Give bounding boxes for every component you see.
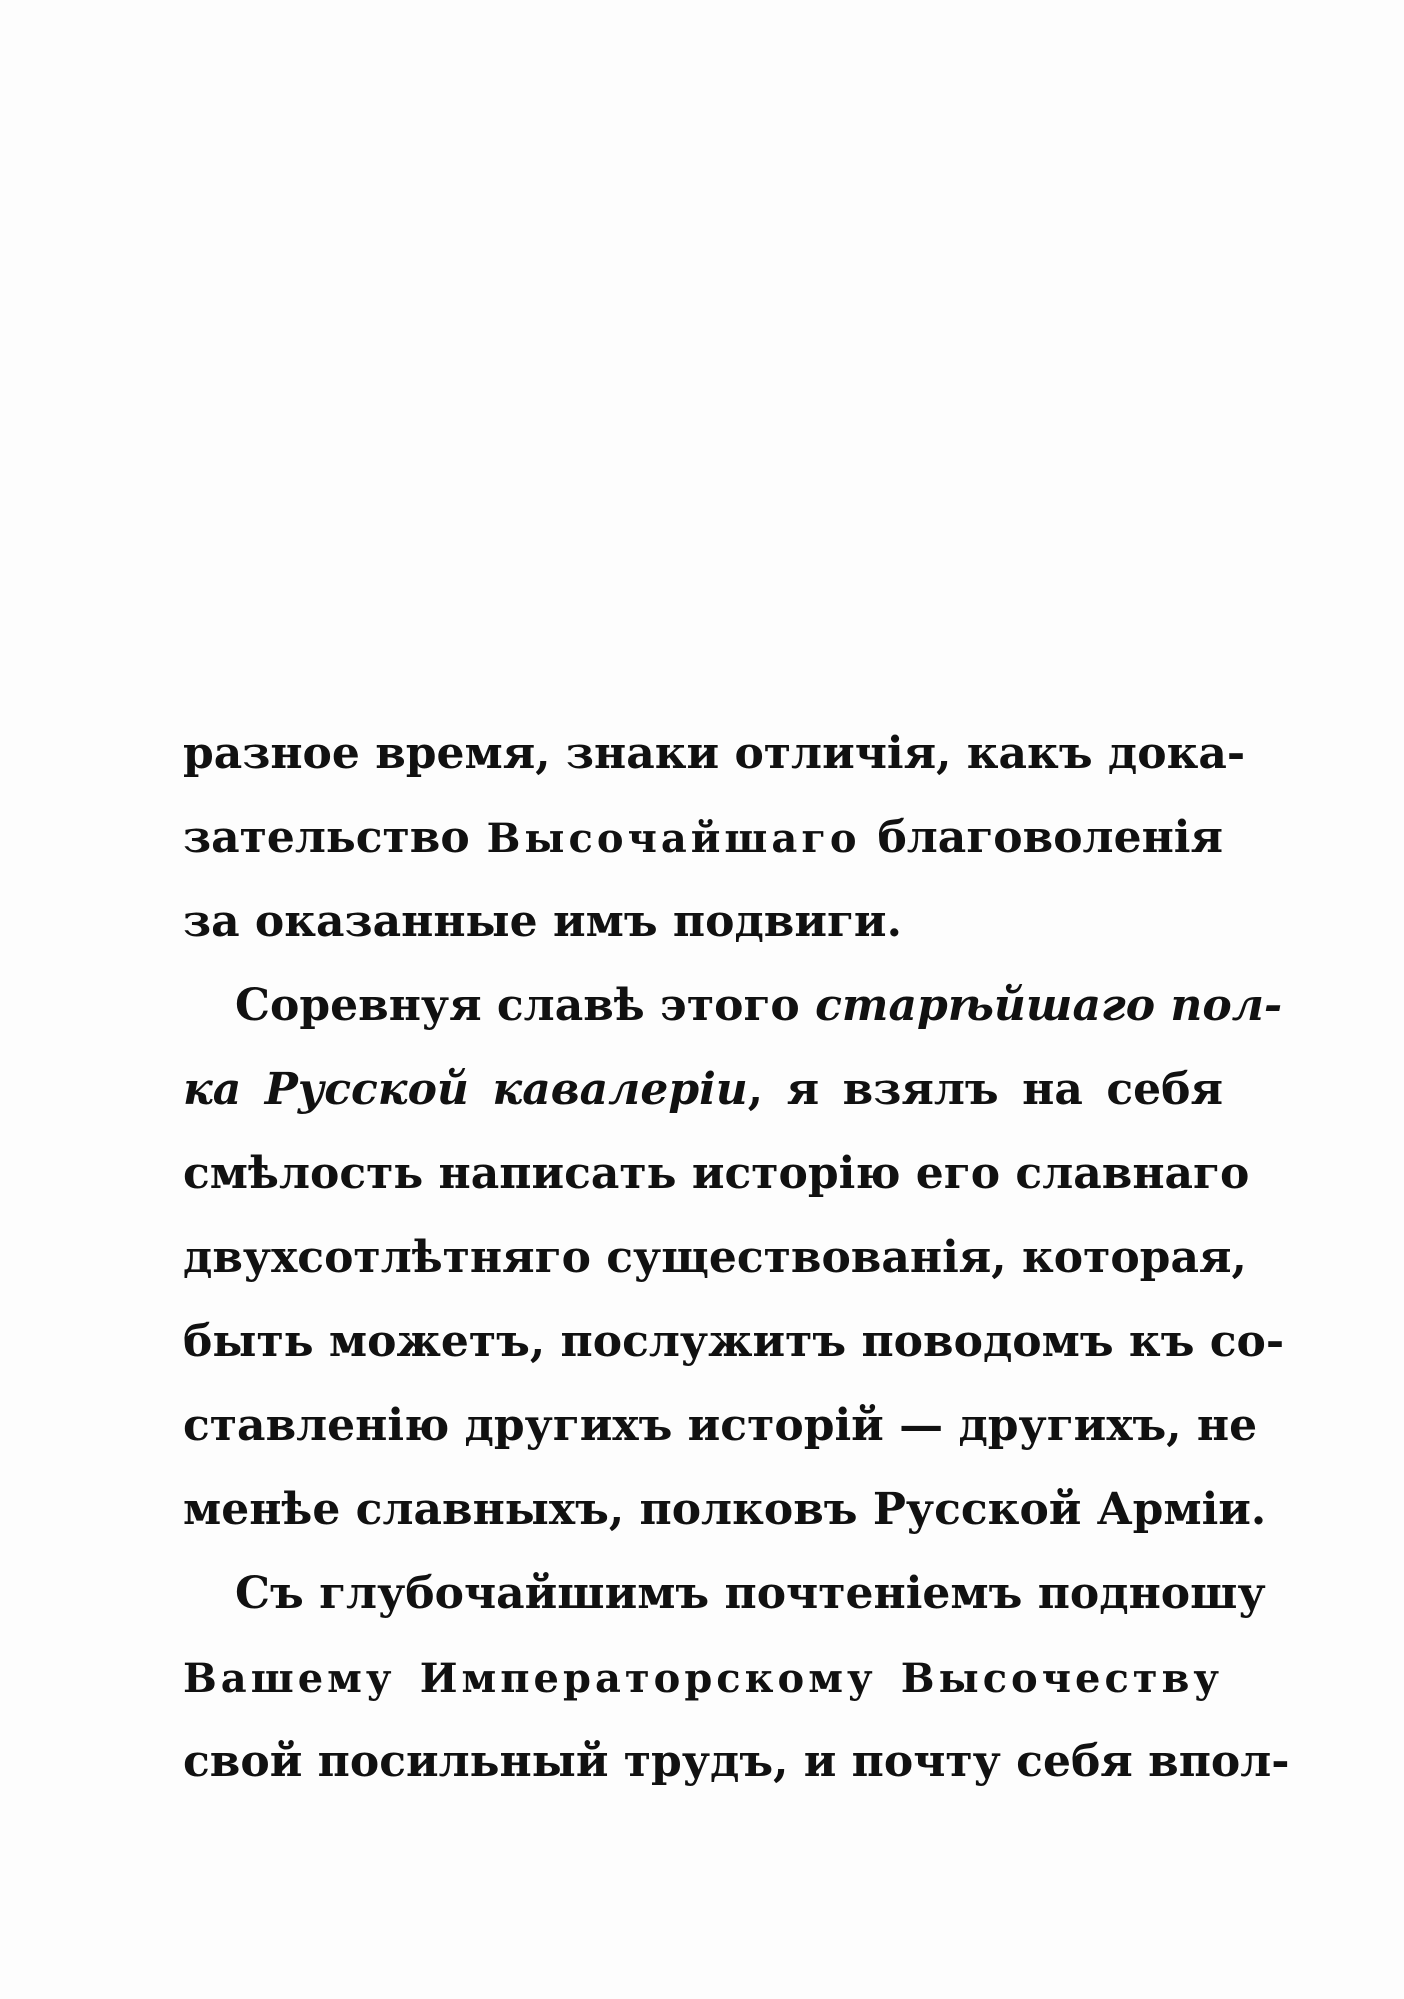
emphasized-text: Высочайшаго bbox=[486, 815, 861, 862]
text-line bbox=[183, 712, 1246, 796]
text-line bbox=[183, 880, 1223, 964]
text-line bbox=[183, 1048, 1223, 1132]
text-span: свой посильный трудъ, и почту себя впол- bbox=[183, 1736, 1290, 1787]
text-span: ставленію другихъ исторій — другихъ, не bbox=[183, 1400, 1258, 1451]
text-span: благоволенія bbox=[877, 812, 1223, 863]
text-line bbox=[183, 1552, 1266, 1636]
italic-text: ка Русской кавалеріи bbox=[183, 1064, 748, 1115]
text-span: быть можетъ, послужитъ поводомъ къ со- bbox=[183, 1316, 1285, 1367]
text-line bbox=[183, 1132, 1250, 1216]
text-span: за оказанные имъ подвиги. bbox=[183, 896, 902, 947]
text-span: разное время, знаки отличія, какъ дока- bbox=[183, 728, 1246, 779]
text-span: смѣлость написать исторію его славнаго bbox=[183, 1148, 1250, 1199]
text-line bbox=[183, 1216, 1247, 1300]
text-span: зательство bbox=[183, 812, 470, 863]
text-line bbox=[183, 964, 1283, 1048]
emphasized-text: Вашему bbox=[183, 1655, 396, 1702]
body-text bbox=[183, 712, 1290, 1804]
text-line bbox=[183, 1720, 1290, 1804]
text-span: менѣе славныхъ, полковъ Русской Арміи. bbox=[183, 1484, 1267, 1535]
text-span: Соревнуя славѣ этого bbox=[235, 980, 800, 1031]
text-line bbox=[183, 1384, 1258, 1468]
emphasized-text: Высочеству bbox=[900, 1655, 1223, 1702]
text-line bbox=[183, 1300, 1285, 1384]
text-span: , я взялъ на себя bbox=[747, 1064, 1223, 1115]
text-span: Съ глубочайшимъ почтеніемъ подношу bbox=[235, 1568, 1266, 1619]
text-line bbox=[183, 1636, 1223, 1720]
emphasized-text: Императорскому bbox=[419, 1655, 877, 1702]
text-line bbox=[183, 796, 1223, 880]
text-span: двухсотлѣтняго существованія, которая, bbox=[183, 1232, 1247, 1283]
italic-text: старѣйшаго пол- bbox=[815, 980, 1283, 1031]
text-line bbox=[183, 1468, 1267, 1552]
